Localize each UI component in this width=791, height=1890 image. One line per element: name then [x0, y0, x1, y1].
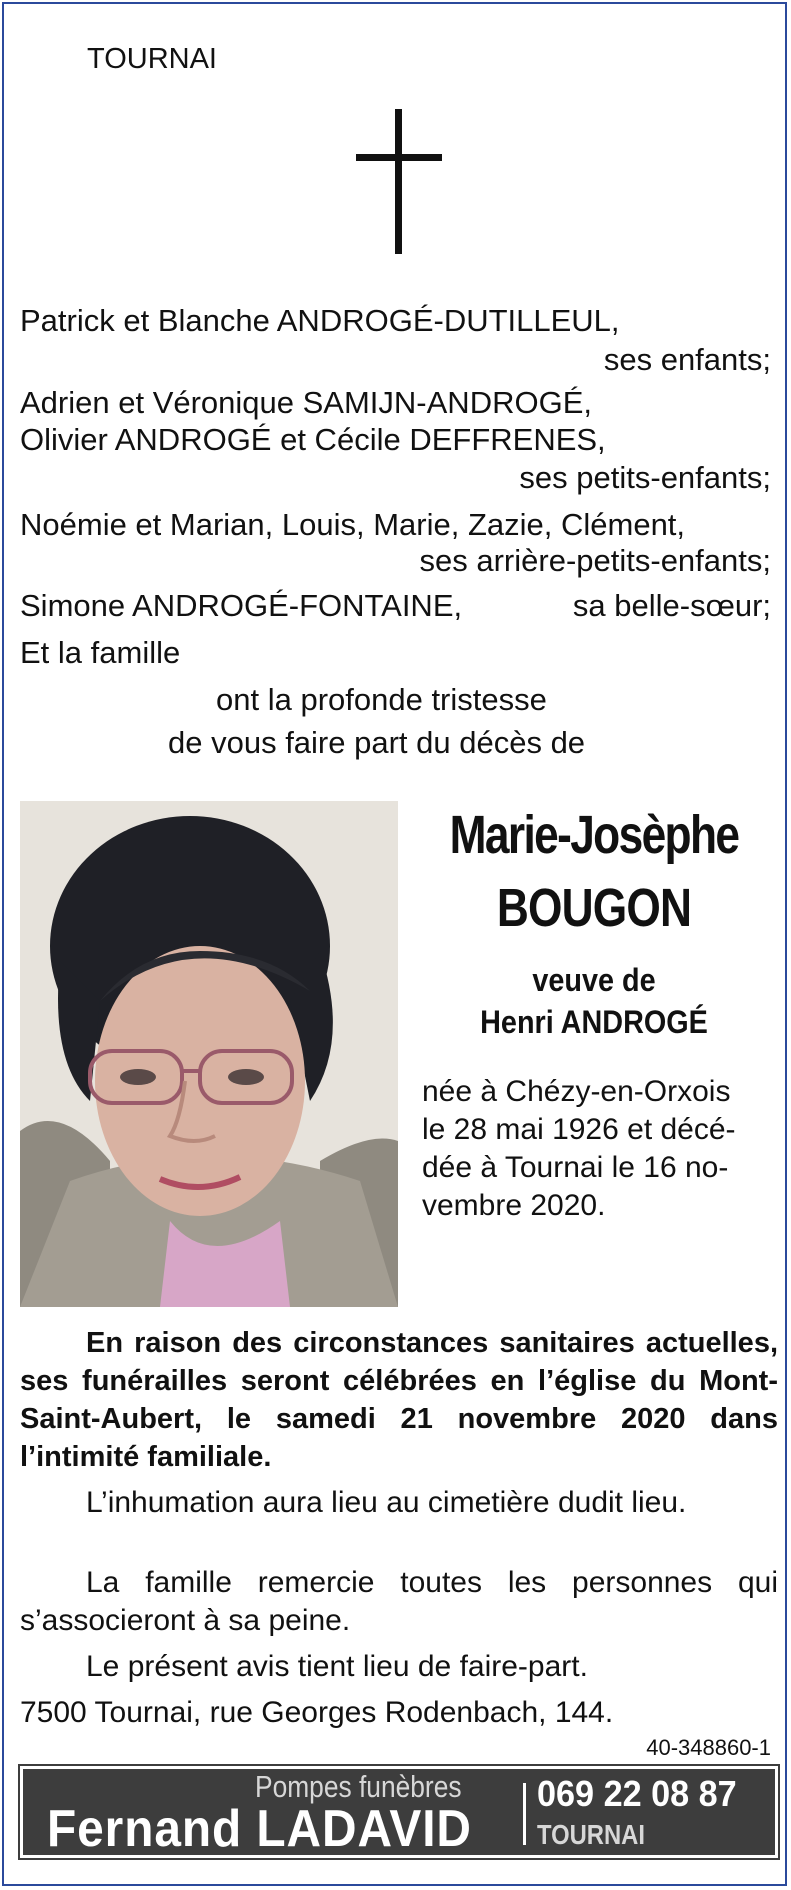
portrait-photo: [20, 801, 398, 1307]
deceased-first-name: Marie-Josèphe: [449, 805, 739, 865]
family-line-children-relation: ses enfants;: [603, 342, 771, 377]
reference-number: 40-348860-1: [646, 1735, 771, 1760]
family-line-great-grandchildren-relation: ses arrière-petits-enfants;: [419, 543, 771, 578]
family-line-family: Et la famille: [20, 635, 181, 670]
family-line-grandchildren-relation: ses petits-enfants;: [519, 460, 771, 495]
family-line-sister-in-law: Simone ANDROGÉ-FONTAINE,: [20, 588, 463, 623]
family-line-sister-in-law-relation: sa belle-sœur;: [572, 588, 771, 623]
burial-paragraph: L’inhumation aura lieu au cimetière dudit lieu.: [86, 1486, 687, 1519]
thanks-paragraph: La famille remercie toutes les personnes qui s’associeront à sa peine.: [20, 1566, 778, 1637]
city-heading: TOURNAI: [87, 43, 217, 75]
family-line-grandchildren-2: Olivier ANDROGÉ et Cécile DEFFRENES,: [20, 422, 606, 457]
family-line-great-grandchildren: Noémie et Marian, Louis, Marie, Zazie, Clément,: [20, 507, 686, 542]
family-line-grandchildren-1: Adrien et Véronique SAMIJN-ANDROGÉ,: [20, 385, 592, 420]
widow-label: veuve de: [532, 962, 656, 998]
spouse-name: Henri ANDROGÉ: [480, 1004, 708, 1040]
funeral-details-paragraph: En raison des circonstances sanitaires actuelles, ses funérailles seront célébrées en l’église du Mont-Saint-Aubert, le samedi 21 novembre 2020 dans l’intimité familiale.: [20, 1327, 778, 1473]
funeral-home-banner: [20, 1766, 778, 1858]
funeral-home-name: Fernand LADAVID: [47, 1800, 472, 1858]
portrait-illustration: [20, 801, 398, 1307]
obituary-notice: [2, 2, 787, 1886]
funeral-home-city: TOURNAI: [537, 1819, 645, 1850]
birth-line-3: dée à Tournai le 16 no-: [422, 1151, 729, 1184]
family-line-children-names: Patrick et Blanche ANDROGÉ-DUTILLEUL,: [20, 303, 620, 338]
notice-paragraph: Le présent avis tient lieu de faire-part.: [86, 1650, 588, 1683]
announcement-line-2: de vous faire part du décès de: [168, 725, 586, 760]
cross-icon: [356, 109, 442, 254]
funeral-home-phone: 069 22 08 87: [537, 1773, 737, 1814]
funeral-home-service: Pompes funèbres: [255, 1769, 462, 1804]
address-line: 7500 Tournai, rue Georges Rodenbach, 144.: [20, 1696, 614, 1729]
birth-line-1: née à Chézy-en-Orxois: [422, 1075, 731, 1108]
birth-line-4: vembre 2020.: [422, 1189, 606, 1222]
birth-line-2: le 28 mai 1926 et décé-: [422, 1113, 736, 1146]
deceased-last-name: BOUGON: [496, 878, 692, 938]
announcement-line-1: ont la profonde tristesse: [216, 682, 547, 717]
banner-divider: [523, 1783, 526, 1845]
